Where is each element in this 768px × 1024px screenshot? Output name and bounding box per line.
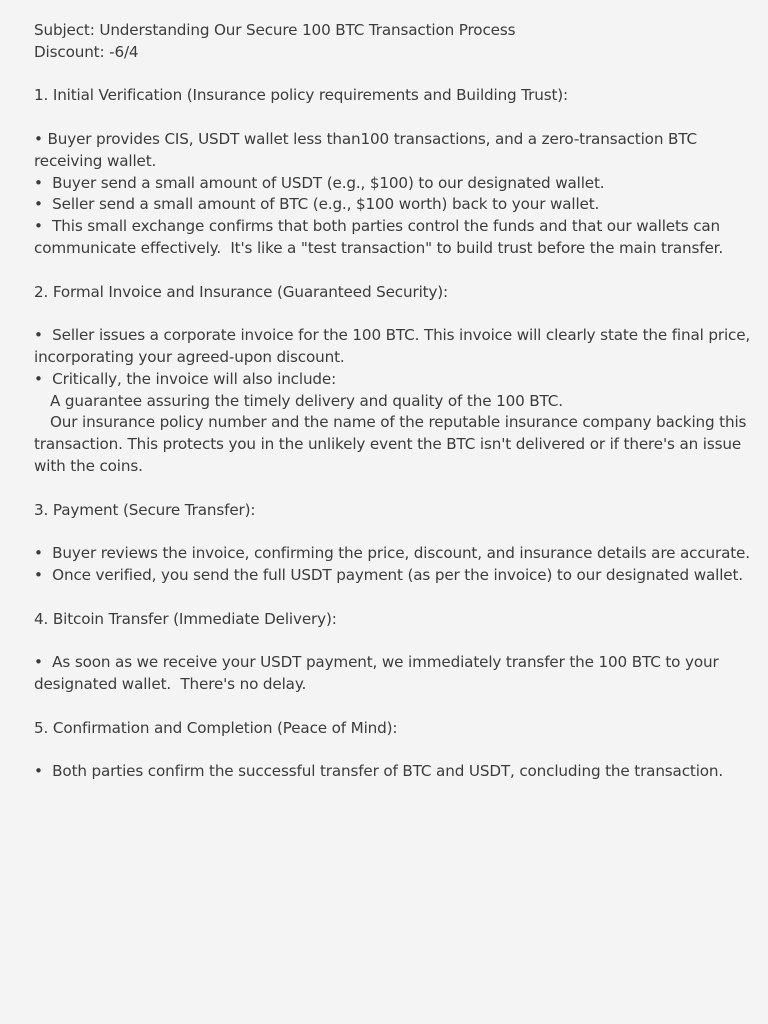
section-5	[34, 718, 754, 783]
bullet-item: • This small exchange confirms that both parties control the funds and that our wallets can communicate effectively. It's like a "test transaction" to build trust before the main transfer.	[34, 217, 725, 257]
section-4	[34, 609, 754, 718]
section-heading: 1. Initial Verification (Insurance policy requirements and Building Trust):	[34, 86, 568, 105]
spacer	[34, 739, 754, 761]
bullet-item: • Seller issues a corporate invoice for the 100 BTC. This invoice will clearly state the final price, incorporating your agreed-upon discount.	[34, 326, 755, 366]
bullet-item: • Once verified, you send the full USDT payment (as per the invoice) to our designated wallet.	[34, 565, 743, 584]
spacer	[34, 630, 754, 652]
section-2	[34, 282, 754, 500]
spacer	[34, 107, 754, 129]
spacer	[34, 521, 754, 543]
section-1	[34, 85, 754, 281]
spacer	[34, 260, 754, 282]
section-heading: 2. Formal Invoice and Insurance (Guaranteed Security):	[34, 282, 449, 301]
spacer	[34, 478, 754, 500]
sub-item-text: Our insurance policy number and the name of the reputable insurance company backing this transaction. This protects you in the unlikely event the BTC isn't delivered or if there's an issue with the coins.	[34, 413, 751, 475]
bullet-item: • Both parties confirm the successful transfer of BTC and USDT, concluding the transaction.	[34, 762, 724, 781]
section-3	[34, 500, 754, 609]
subject-line: Subject: Understanding Our Secure 100 BTC Transaction Process	[34, 21, 516, 39]
bullet-item: • Buyer send a small amount of USDT (e.g., $100) to our designated wallet.	[34, 173, 605, 192]
bullet-item: • As soon as we receive your USDT payment, we immediately transfer the 100 BTC to your designated wallet. There's no delay.	[34, 653, 724, 693]
sub-item: A guarantee assuring the timely delivery and quality of the 100 BTC.	[50, 391, 563, 410]
section-heading: 3. Payment (Secure Transfer):	[34, 500, 256, 519]
bullet-item: • Critically, the invoice will also include:	[34, 369, 337, 388]
bullet-item: • Buyer provides CIS, USDT wallet less than100 transactions, and a zero-transaction BTC receiving wallet.	[34, 129, 702, 170]
bullet-item: • Seller send a small amount of BTC (e.g., $100 worth) back to your wallet.	[34, 195, 600, 214]
spacer	[34, 587, 754, 609]
section-heading: 5. Confirmation and Completion (Peace of Mind):	[34, 718, 398, 737]
spacer	[34, 303, 754, 325]
sub-item	[34, 412, 754, 477]
spacer	[34, 696, 754, 718]
section-heading: 4. Bitcoin Transfer (Immediate Delivery):	[34, 609, 337, 628]
spacer	[34, 64, 754, 86]
discount-line: Discount: -6/4	[34, 42, 139, 61]
bullet-item: • Buyer reviews the invoice, confirming the price, discount, and insurance details are accurate.	[34, 544, 750, 563]
